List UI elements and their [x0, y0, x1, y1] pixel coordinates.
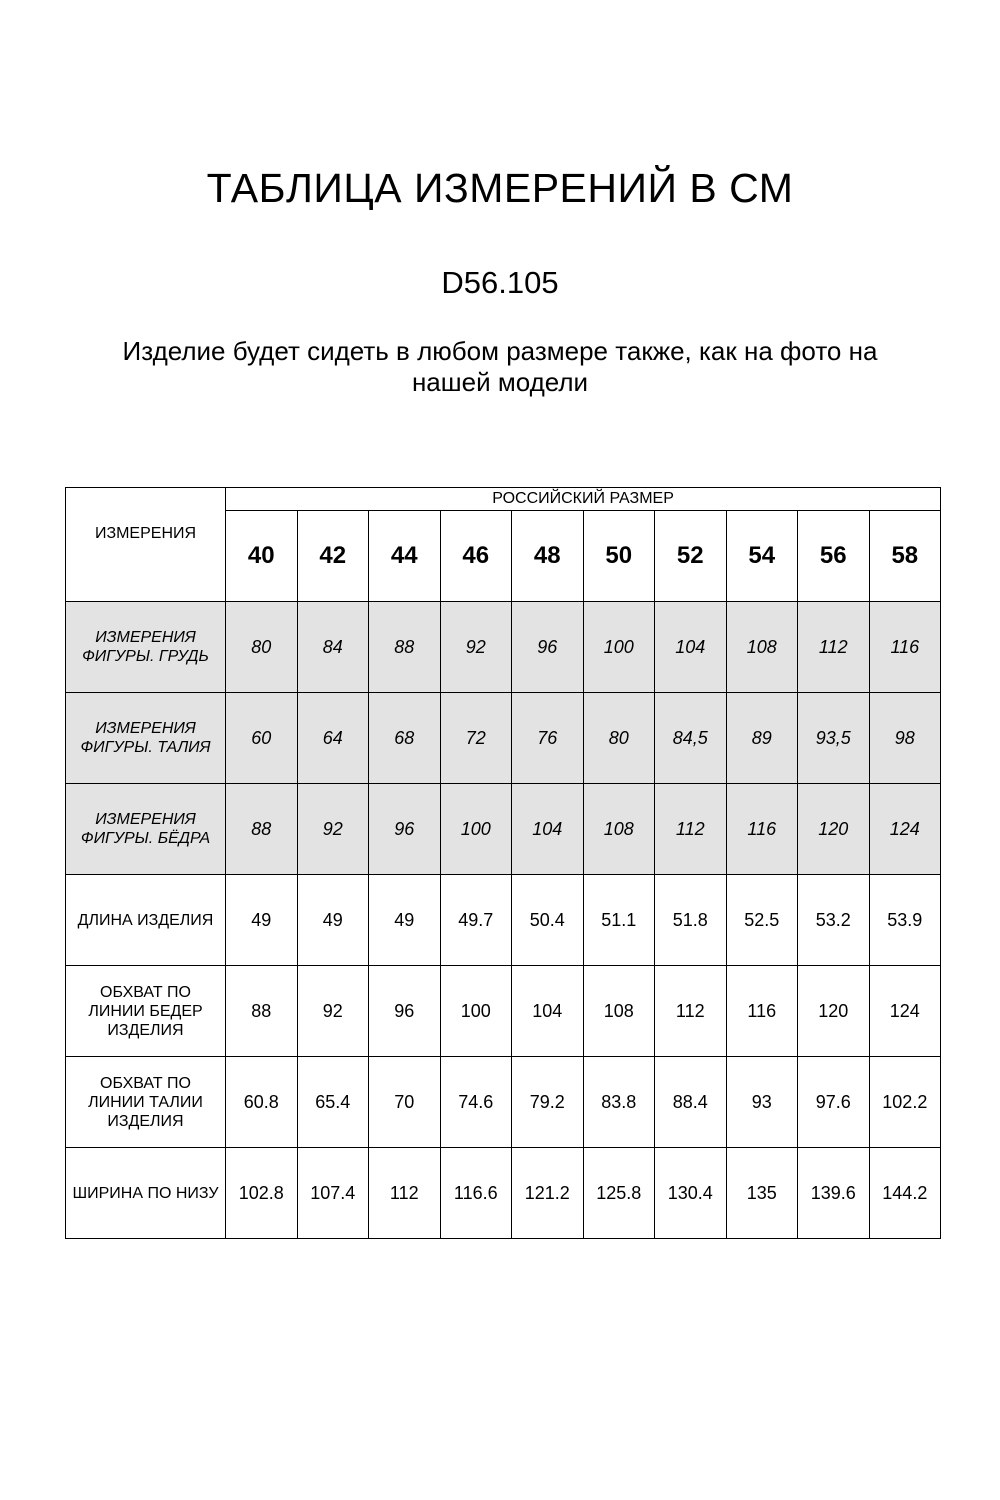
- table-cell: 116: [726, 966, 798, 1057]
- table-cell: 93: [726, 1057, 798, 1148]
- table-cell: 108: [726, 602, 798, 693]
- table-row: [66, 693, 941, 784]
- table-cell: 104: [655, 602, 727, 693]
- size-header-cell: 54: [726, 511, 798, 602]
- table-cell: 53.2: [798, 875, 870, 966]
- table-cell: 125.8: [583, 1148, 655, 1239]
- table-cell: 49.7: [440, 875, 512, 966]
- row-label: ИЗМЕРЕНИЯ ФИГУРЫ. ГРУДЬ: [66, 602, 226, 693]
- table-row: [66, 602, 941, 693]
- table-cell: 130.4: [655, 1148, 727, 1239]
- table-cell: 88: [226, 784, 298, 875]
- row-label: ОБХВАТ ПО ЛИНИИ ТАЛИИ ИЗДЕЛИЯ: [66, 1057, 226, 1148]
- table-cell: 112: [655, 966, 727, 1057]
- table-cell: 89: [726, 693, 798, 784]
- table-cell: 60.8: [226, 1057, 298, 1148]
- table-cell: 79.2: [512, 1057, 584, 1148]
- table-cell: 98: [869, 693, 941, 784]
- table-cell: 93,5: [798, 693, 870, 784]
- size-header-cell: 40: [226, 511, 298, 602]
- table-cell: 116: [869, 602, 941, 693]
- table-cell: 120: [798, 966, 870, 1057]
- table-cell: 72: [440, 693, 512, 784]
- table-cell: 120: [798, 784, 870, 875]
- table-cell: 92: [440, 602, 512, 693]
- size-header-cell: 56: [798, 511, 870, 602]
- row-label: ШИРИНА ПО НИЗУ: [66, 1148, 226, 1239]
- table-cell: 100: [440, 966, 512, 1057]
- table-cell: 70: [369, 1057, 441, 1148]
- table-cell: 83.8: [583, 1057, 655, 1148]
- table-cell: 107.4: [297, 1148, 369, 1239]
- table-row: [66, 1057, 941, 1148]
- size-header-cell: 44: [369, 511, 441, 602]
- row-label: ДЛИНА ИЗДЕЛИЯ: [66, 875, 226, 966]
- table-row: [66, 966, 941, 1057]
- size-header-cell: 48: [512, 511, 584, 602]
- table-header-group-row: [66, 488, 941, 511]
- table-cell: 64: [297, 693, 369, 784]
- table-cell: 51.1: [583, 875, 655, 966]
- product-code: D56.105: [441, 265, 559, 300]
- size-header-cell: 46: [440, 511, 512, 602]
- table-cell: 88: [226, 966, 298, 1057]
- table-cell: 139.6: [798, 1148, 870, 1239]
- table-cell: 88: [369, 602, 441, 693]
- size-header-cell: 58: [869, 511, 941, 602]
- table-cell: 84: [297, 602, 369, 693]
- table-cell: 102.2: [869, 1057, 941, 1148]
- table-cell: 92: [297, 784, 369, 875]
- table-cell: 135: [726, 1148, 798, 1239]
- table-row: [66, 1148, 941, 1239]
- size-table: [65, 487, 941, 1239]
- table-cell: 76: [512, 693, 584, 784]
- table-cell: 144.2: [869, 1148, 941, 1239]
- table-cell: 102.8: [226, 1148, 298, 1239]
- table-cell: 104: [512, 966, 584, 1057]
- table-cell: 100: [440, 784, 512, 875]
- table-cell: 108: [583, 966, 655, 1057]
- size-header-cell: 42: [297, 511, 369, 602]
- table-cell: 53.9: [869, 875, 941, 966]
- table-row: [66, 875, 941, 966]
- table-cell: 124: [869, 966, 941, 1057]
- table-cell: 100: [583, 602, 655, 693]
- table-cell: 96: [512, 602, 584, 693]
- table-cell: 104: [512, 784, 584, 875]
- table-cell: 96: [369, 784, 441, 875]
- russian-size-header: РОССИЙСКИЙ РАЗМЕР: [226, 488, 941, 511]
- table-cell: 60: [226, 693, 298, 784]
- table-cell: 124: [869, 784, 941, 875]
- measurements-header: ИЗМЕРЕНИЯ: [66, 488, 226, 602]
- row-label: ИЗМЕРЕНИЯ ФИГУРЫ. БЁДРА: [66, 784, 226, 875]
- table-cell: 74.6: [440, 1057, 512, 1148]
- table-cell: 116: [726, 784, 798, 875]
- table-cell: 96: [369, 966, 441, 1057]
- page-title: ТАБЛИЦА ИЗМЕРЕНИЙ В СМ: [206, 165, 794, 211]
- table-cell: 112: [798, 602, 870, 693]
- table-cell: 116.6: [440, 1148, 512, 1239]
- table-cell: 97.6: [798, 1057, 870, 1148]
- table-cell: 49: [297, 875, 369, 966]
- table-cell: 92: [297, 966, 369, 1057]
- table-cell: 49: [369, 875, 441, 966]
- table-cell: 112: [369, 1148, 441, 1239]
- table-cell: 84,5: [655, 693, 727, 784]
- table-cell: 49: [226, 875, 298, 966]
- fit-note: Изделие будет сидеть в любом размере также, как на фото на нашей модели: [122, 336, 878, 397]
- table-row: [66, 784, 941, 875]
- table-cell: 68: [369, 693, 441, 784]
- row-label: ОБХВАТ ПО ЛИНИИ БЕДЕР ИЗДЕЛИЯ: [66, 966, 226, 1057]
- table-cell: 112: [655, 784, 727, 875]
- table-cell: 80: [226, 602, 298, 693]
- table-cell: 50.4: [512, 875, 584, 966]
- table-cell: 121.2: [512, 1148, 584, 1239]
- table-cell: 52.5: [726, 875, 798, 966]
- size-header-cell: 52: [655, 511, 727, 602]
- row-label: ИЗМЕРЕНИЯ ФИГУРЫ. ТАЛИЯ: [66, 693, 226, 784]
- size-header-cell: 50: [583, 511, 655, 602]
- table-cell: 88.4: [655, 1057, 727, 1148]
- table-cell: 80: [583, 693, 655, 784]
- table-cell: 51.8: [655, 875, 727, 966]
- table-cell: 65.4: [297, 1057, 369, 1148]
- table-cell: 108: [583, 784, 655, 875]
